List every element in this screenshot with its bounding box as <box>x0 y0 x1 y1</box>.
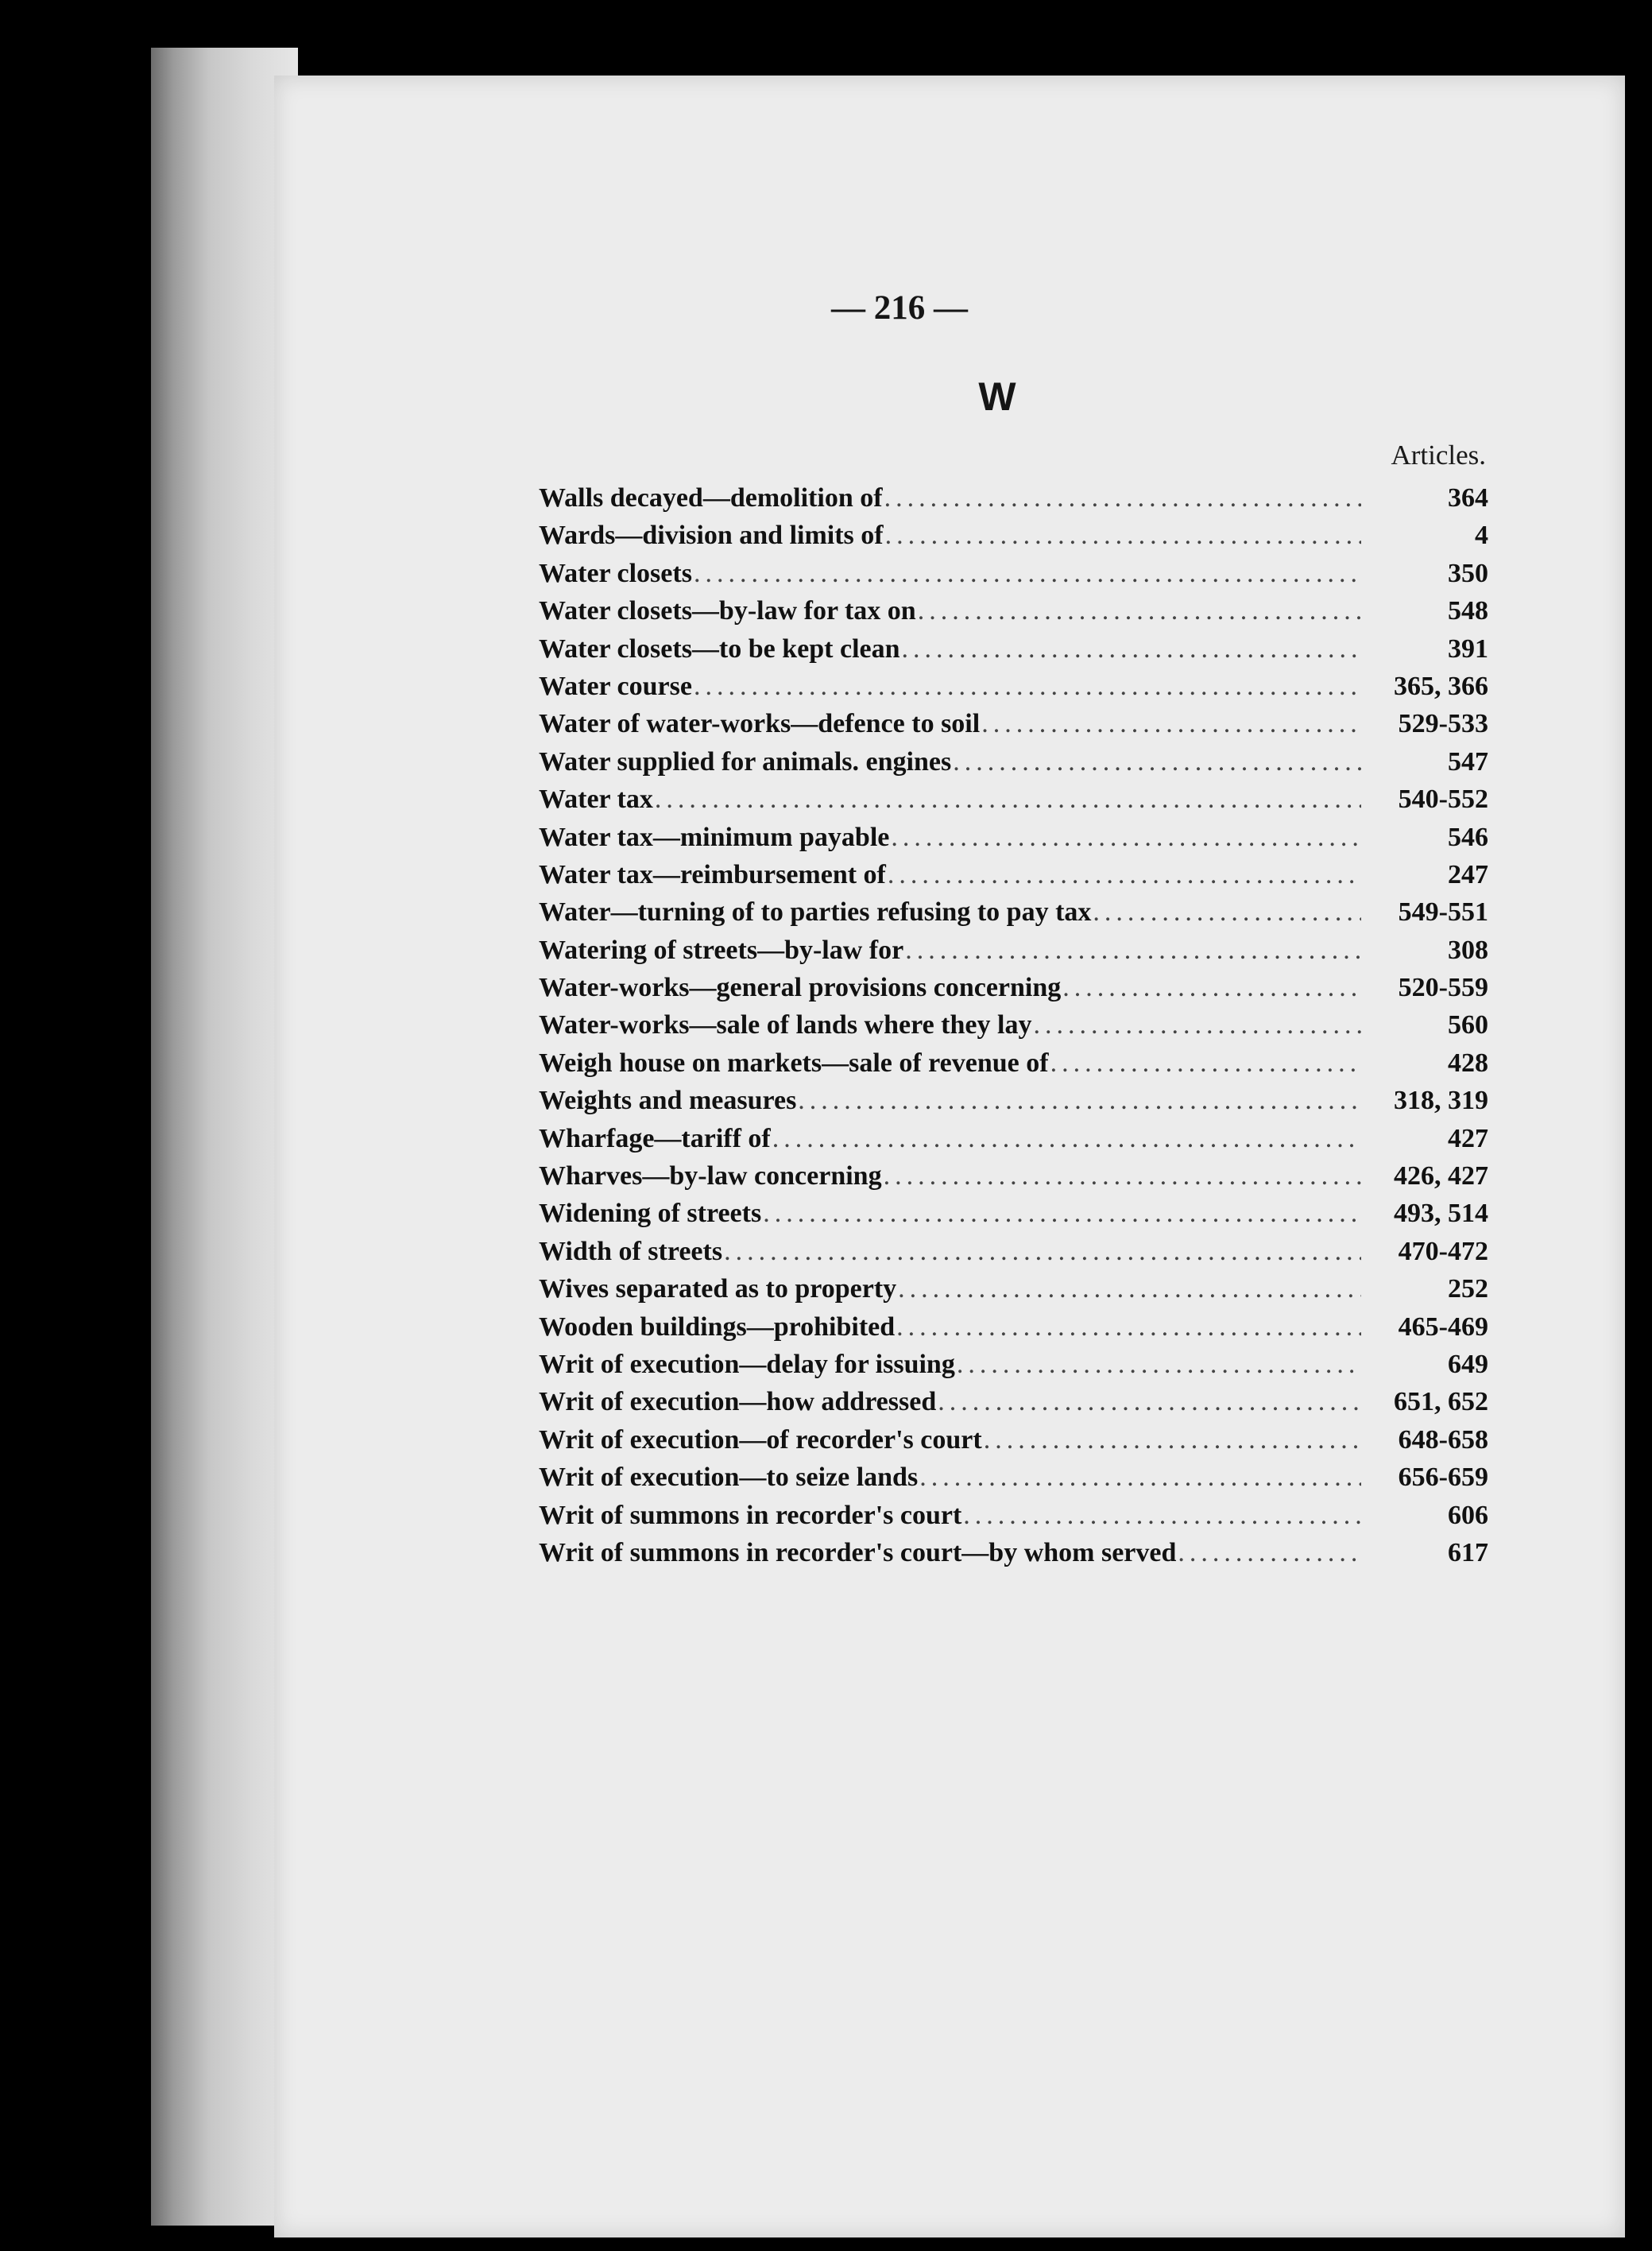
index-entry <box>539 1350 1488 1387</box>
dot-leader <box>1049 1048 1361 1079</box>
dot-leader <box>955 1350 1361 1380</box>
index-entry <box>539 785 1488 822</box>
index-entry-text: Water tax <box>539 785 653 815</box>
dot-leader <box>1061 973 1361 1003</box>
index-entry-article-ref: 547 <box>1448 746 1488 777</box>
index-entry-text: Weigh house on markets—sale of revenue of <box>539 1048 1049 1078</box>
index-entry-article-ref: 546 <box>1448 822 1488 852</box>
dot-leader <box>771 1124 1361 1154</box>
index-entry-text: Wharfage—tariff of <box>539 1123 771 1153</box>
dot-leader <box>692 672 1361 702</box>
index-entry-text: Water—turning of to parties refusing to pay tax <box>539 897 1092 928</box>
index-entry-article-ref: 648-658 <box>1398 1424 1488 1455</box>
index-entry-article-ref: 617 <box>1448 1537 1488 1567</box>
index-entry-article-ref: 493, 514 <box>1394 1199 1488 1229</box>
dot-leader <box>884 521 1361 551</box>
index-entry-text: Water supplied for animals. engines <box>539 746 952 777</box>
index-entry-article-ref: 606 <box>1448 1500 1488 1530</box>
index-entry-text: Water tax—minimum payable <box>539 822 890 852</box>
dot-leader <box>1176 1538 1361 1568</box>
dot-leader <box>1091 897 1361 928</box>
index-entry <box>539 1425 1488 1463</box>
articles-column-header: Articles. <box>1391 440 1486 471</box>
index-entry-text: Water course <box>539 671 692 701</box>
index-entry-article-ref: 428 <box>1448 1048 1488 1078</box>
index-entry <box>539 559 1488 596</box>
dot-leader <box>889 823 1361 853</box>
index-entry-article-ref: 529-533 <box>1398 709 1488 739</box>
index-entry-text: Water-works—sale of lands where they lay <box>539 1010 1032 1040</box>
index-entry-text: Watering of streets—by-law for <box>539 935 904 965</box>
dot-leader <box>882 1161 1361 1191</box>
page-number: — 216 — <box>831 289 968 327</box>
index-entry <box>539 1010 1488 1048</box>
dot-leader <box>903 936 1361 966</box>
index-entry-text: Writ of execution—how addressed <box>539 1387 937 1417</box>
index-entry <box>539 860 1488 897</box>
dot-leader <box>692 559 1361 589</box>
index-entry <box>539 1237 1488 1274</box>
index-entry-article-ref: 365, 366 <box>1394 671 1488 701</box>
dot-leader <box>722 1237 1361 1267</box>
index-entry-article-ref: 4 <box>1475 521 1488 551</box>
dot-leader <box>1031 1010 1361 1040</box>
index-entry-article-ref: 427 <box>1448 1123 1488 1153</box>
index-entry-list <box>539 483 1488 1575</box>
index-entry <box>539 483 1488 521</box>
dot-leader <box>916 596 1361 626</box>
dot-leader <box>883 483 1361 513</box>
index-entry <box>539 1312 1488 1350</box>
index-entry-article-ref: 391 <box>1448 633 1488 664</box>
index-entry <box>539 596 1488 633</box>
index-entry <box>539 1463 1488 1500</box>
dot-leader <box>886 860 1361 890</box>
index-entry <box>539 1274 1488 1311</box>
index-entry-article-ref: 318, 319 <box>1394 1086 1488 1116</box>
index-entry-article-ref: 549-551 <box>1398 897 1488 928</box>
index-entry <box>539 1048 1488 1086</box>
dot-leader <box>982 1425 1361 1455</box>
index-entry <box>539 1387 1488 1424</box>
index-entry <box>539 936 1488 973</box>
index-entry <box>539 634 1488 672</box>
dot-leader <box>961 1501 1361 1531</box>
index-entry-text: Water closets—to be kept clean <box>539 633 900 664</box>
index-entry-text: Wards—division and limits of <box>539 521 884 551</box>
index-entry-text: Writ of execution—of recorder's court <box>539 1424 982 1455</box>
index-entry-text: Writ of execution—to seize lands <box>539 1463 919 1493</box>
index-entry-text: Writ of summons in recorder's court—by whom served <box>539 1537 1177 1567</box>
dot-leader <box>895 1312 1361 1342</box>
index-entry-text: Water-works—general provisions concerning <box>539 973 1062 1003</box>
index-entry-article-ref: 548 <box>1448 596 1488 626</box>
dot-leader <box>936 1387 1361 1417</box>
dot-leader <box>653 785 1361 815</box>
index-entry-article-ref: 656-659 <box>1398 1463 1488 1493</box>
dot-leader <box>918 1463 1361 1493</box>
index-entry <box>539 973 1488 1010</box>
index-entry-text: Water tax—reimbursement of <box>539 859 886 889</box>
index-entry <box>539 521 1488 558</box>
index-entry <box>539 823 1488 860</box>
index-entry-article-ref: 252 <box>1448 1274 1488 1304</box>
index-entry-text: Writ of summons in recorder's court <box>539 1500 962 1530</box>
index-entry-text: Wharves—by-law concerning <box>539 1161 882 1191</box>
index-entry <box>539 1199 1488 1236</box>
dot-leader <box>761 1199 1361 1229</box>
index-entry-article-ref: 465-469 <box>1398 1311 1488 1342</box>
index-entry <box>539 709 1488 746</box>
index-entry-article-ref: 520-559 <box>1398 973 1488 1003</box>
index-entry <box>539 1086 1488 1123</box>
index-entry-text: Wives separated as to property <box>539 1274 897 1304</box>
index-entry-article-ref: 540-552 <box>1398 785 1488 815</box>
index-entry-article-ref: 308 <box>1448 935 1488 965</box>
index-entry-article-ref: 651, 652 <box>1394 1387 1488 1417</box>
index-entry-text: Width of streets <box>539 1236 723 1266</box>
dot-leader <box>900 634 1361 664</box>
index-entry <box>539 1538 1488 1575</box>
dot-leader <box>951 747 1361 777</box>
index-entry-text: Wooden buildings—prohibited <box>539 1311 896 1342</box>
index-entry <box>539 672 1488 709</box>
index-entry <box>539 1161 1488 1199</box>
index-entry-text: Walls decayed—demolition of <box>539 483 883 513</box>
index-entry-article-ref: 426, 427 <box>1394 1161 1488 1191</box>
index-entry-article-ref: 247 <box>1448 859 1488 889</box>
index-entry-article-ref: 560 <box>1448 1010 1488 1040</box>
dot-leader <box>796 1086 1361 1116</box>
index-entry-article-ref: 649 <box>1448 1349 1488 1379</box>
index-entry-article-ref: 470-472 <box>1398 1236 1488 1266</box>
index-entry-text: Writ of execution—delay for issuing <box>539 1349 955 1379</box>
index-entry-article-ref: 350 <box>1448 558 1488 588</box>
index-entry <box>539 747 1488 785</box>
index-entry <box>539 897 1488 935</box>
dot-leader <box>896 1274 1361 1304</box>
index-entry <box>539 1501 1488 1538</box>
index-entry-article-ref: 364 <box>1448 483 1488 513</box>
section-letter-heading: W <box>978 374 1016 419</box>
index-entry-text: Weights and measures <box>539 1086 797 1116</box>
index-entry-text: Widening of streets <box>539 1199 762 1229</box>
dot-leader <box>980 709 1361 739</box>
index-entry-text: Water of water-works—defence to soil <box>539 709 981 739</box>
index-entry <box>539 1124 1488 1161</box>
index-entry-text: Water closets <box>539 558 692 588</box>
index-entry-text: Water closets—by-law for tax on <box>539 596 916 626</box>
